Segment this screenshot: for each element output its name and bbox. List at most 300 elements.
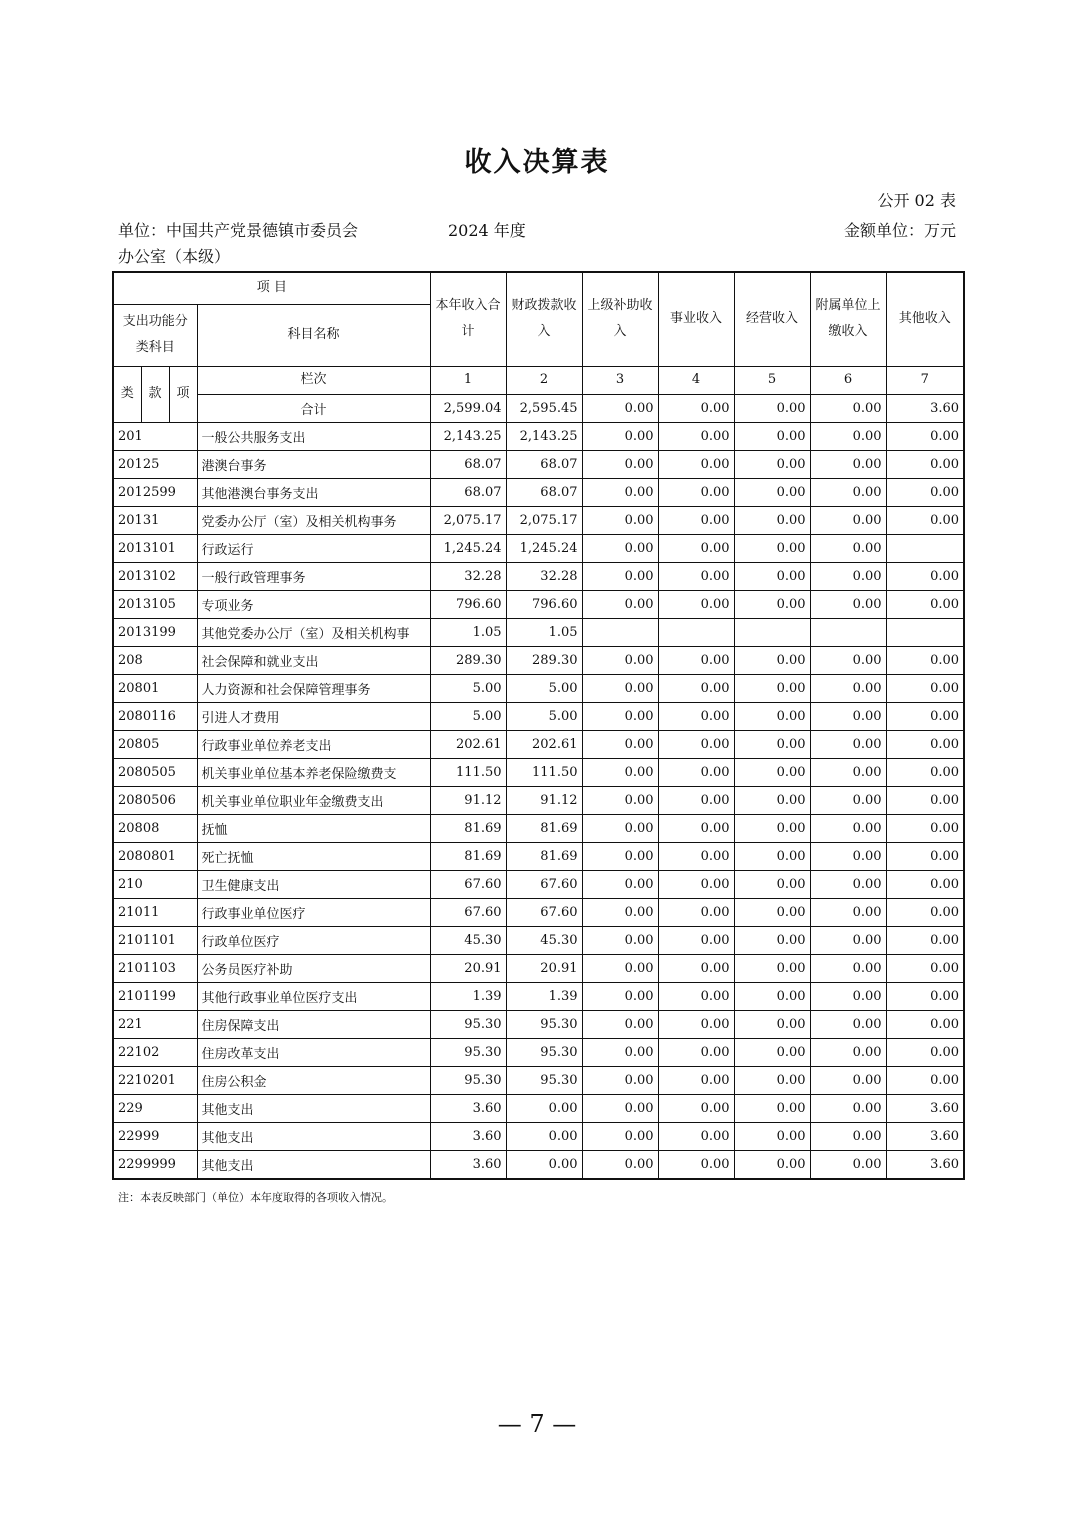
row-value: 0.00 [658, 758, 734, 786]
row-value: 0.00 [506, 1094, 582, 1122]
table-row [113, 450, 964, 478]
row-subject-name: 卫生健康支出 [197, 870, 430, 898]
row-value: 796.60 [506, 590, 582, 618]
row-value: 0.00 [886, 1010, 964, 1038]
row-value: 0.00 [810, 450, 886, 478]
row-value: 0.00 [734, 1094, 810, 1122]
row-code: 2080116 [113, 702, 197, 730]
row-value: 0.00 [810, 506, 886, 534]
row-value: 2,143.25 [506, 422, 582, 450]
row-code: 201 [113, 422, 197, 450]
row-code: 20801 [113, 674, 197, 702]
row-code: 2080505 [113, 758, 197, 786]
row-value: 0.00 [886, 926, 964, 954]
row-value: 0.00 [734, 786, 810, 814]
row-value: 0.00 [658, 534, 734, 562]
row-code: 21011 [113, 898, 197, 926]
row-subject-name: 专项业务 [197, 590, 430, 618]
row-code: 20808 [113, 814, 197, 842]
row-subject-name: 机关事业单位职业年金缴费支出 [197, 786, 430, 814]
row-value: 95.30 [430, 1066, 506, 1094]
row-value: 0.00 [658, 702, 734, 730]
row-value: 0.00 [734, 814, 810, 842]
row-value: 202.61 [430, 730, 506, 758]
row-value: 0.00 [582, 898, 658, 926]
row-value: 0.00 [658, 898, 734, 926]
row-value: 0.00 [810, 926, 886, 954]
row-value: 81.69 [506, 814, 582, 842]
row-value: 0.00 [734, 590, 810, 618]
header-col-other: 其他收入 [886, 272, 964, 366]
row-value: 1.05 [430, 618, 506, 646]
row-value: 0.00 [810, 982, 886, 1010]
row-value: 0.00 [886, 870, 964, 898]
document-title: 收入决算表 [464, 147, 610, 178]
row-value: 0.00 [582, 422, 658, 450]
row-value: 0.00 [582, 982, 658, 1010]
row-value: 0.00 [582, 1010, 658, 1038]
table-row [113, 786, 964, 814]
col-num: 7 [886, 366, 964, 394]
row-value: 0.00 [734, 1038, 810, 1066]
row-code: 22102 [113, 1038, 197, 1066]
row-subject-name: 社会保障和就业支出 [197, 646, 430, 674]
table-row [113, 814, 964, 842]
row-value: 0.00 [734, 1122, 810, 1150]
row-value: 2,075.17 [506, 506, 582, 534]
table-row [113, 618, 964, 646]
row-subject-name: 港澳台事务 [197, 450, 430, 478]
row-value: 0.00 [886, 842, 964, 870]
row-value: 0.00 [658, 590, 734, 618]
row-value: 0.00 [810, 646, 886, 674]
row-value: 45.30 [430, 926, 506, 954]
row-value [886, 534, 964, 562]
row-value: 0.00 [582, 1122, 658, 1150]
row-value: 0.00 [810, 702, 886, 730]
row-value: 0.00 [658, 1010, 734, 1038]
row-value: 0.00 [582, 730, 658, 758]
row-value: 0.00 [658, 842, 734, 870]
header-item: 项 目 [113, 272, 430, 304]
unit-label-line2: 办公室（本级） [118, 247, 231, 266]
col-num: 3 [582, 366, 658, 394]
total-cell: 0.00 [734, 394, 810, 422]
row-value: 3.60 [430, 1122, 506, 1150]
row-value: 0.00 [810, 758, 886, 786]
header-func-class: 支出功能分类科目 [113, 304, 197, 366]
row-code: 20125 [113, 450, 197, 478]
total-cell: 2,599.04 [430, 394, 506, 422]
header-col-business: 事业收入 [658, 272, 734, 366]
table-row [113, 478, 964, 506]
row-value: 0.00 [886, 674, 964, 702]
row-subject-name: 一般行政管理事务 [197, 562, 430, 590]
row-value: 0.00 [886, 898, 964, 926]
row-value: 0.00 [582, 758, 658, 786]
row-subject-name: 其他支出 [197, 1094, 430, 1122]
fiscal-year: 2024 年度 [448, 221, 526, 240]
row-value: 0.00 [658, 786, 734, 814]
row-value: 45.30 [506, 926, 582, 954]
header-subject-name: 科目名称 [197, 304, 430, 366]
row-value: 0.00 [810, 590, 886, 618]
row-value: 0.00 [506, 1122, 582, 1150]
row-value: 0.00 [658, 982, 734, 1010]
row-value: 0.00 [810, 1038, 886, 1066]
row-subject-name: 死亡抚恤 [197, 842, 430, 870]
row-value: 67.60 [430, 898, 506, 926]
header-kuan: 款 [141, 366, 169, 422]
row-value: 5.00 [430, 674, 506, 702]
row-value: 0.00 [734, 870, 810, 898]
table-row [113, 1066, 964, 1094]
row-value: 3.60 [886, 1122, 964, 1150]
header-lei: 类 [113, 366, 141, 422]
row-code: 20805 [113, 730, 197, 758]
row-subject-name: 住房改革支出 [197, 1038, 430, 1066]
table-row [113, 926, 964, 954]
row-code: 221 [113, 1010, 197, 1038]
row-value: 0.00 [886, 590, 964, 618]
row-code: 2013102 [113, 562, 197, 590]
row-value: 67.60 [506, 898, 582, 926]
row-value: 0.00 [658, 478, 734, 506]
row-value: 0.00 [658, 422, 734, 450]
row-subject-name: 其他支出 [197, 1150, 430, 1179]
row-value: 0.00 [582, 702, 658, 730]
row-code: 2210201 [113, 1066, 197, 1094]
income-table [112, 271, 965, 1180]
row-value: 0.00 [658, 870, 734, 898]
row-value: 0.00 [658, 814, 734, 842]
unit-label-line1: 单位：中国共产党景德镇市委员会 [118, 221, 359, 240]
row-value: 0.00 [886, 450, 964, 478]
row-code: 208 [113, 646, 197, 674]
table-row [113, 646, 964, 674]
row-value: 95.30 [430, 1010, 506, 1038]
row-value: 289.30 [506, 646, 582, 674]
row-value: 3.60 [886, 1150, 964, 1179]
table-row [113, 1150, 964, 1179]
row-subject-name: 其他支出 [197, 1122, 430, 1150]
row-value: 0.00 [734, 422, 810, 450]
header-col-fiscal: 财政拨款收入 [506, 272, 582, 366]
row-value: 0.00 [506, 1150, 582, 1179]
row-value: 0.00 [886, 562, 964, 590]
row-value: 0.00 [582, 674, 658, 702]
row-code: 2101103 [113, 954, 197, 982]
row-code: 210 [113, 870, 197, 898]
row-value: 0.00 [582, 1094, 658, 1122]
table-row [113, 506, 964, 534]
row-value: 0.00 [658, 730, 734, 758]
row-value: 0.00 [734, 1010, 810, 1038]
row-subject-name: 行政事业单位医疗 [197, 898, 430, 926]
row-value: 2,143.25 [430, 422, 506, 450]
row-value: 67.60 [430, 870, 506, 898]
row-code: 2012599 [113, 478, 197, 506]
row-value: 5.00 [506, 674, 582, 702]
total-cell: 3.60 [886, 394, 964, 422]
row-value: 0.00 [658, 1122, 734, 1150]
row-value: 91.12 [430, 786, 506, 814]
row-value: 0.00 [734, 954, 810, 982]
row-value: 0.00 [734, 450, 810, 478]
row-code: 2080801 [113, 842, 197, 870]
row-value: 81.69 [506, 842, 582, 870]
row-value: 20.91 [506, 954, 582, 982]
row-value: 68.07 [506, 450, 582, 478]
row-value: 0.00 [810, 870, 886, 898]
total-cell: 0.00 [810, 394, 886, 422]
table-row [113, 982, 964, 1010]
row-value: 0.00 [886, 646, 964, 674]
row-code: 229 [113, 1094, 197, 1122]
row-code: 22999 [113, 1122, 197, 1150]
row-value: 0.00 [582, 646, 658, 674]
row-value: 91.12 [506, 786, 582, 814]
row-value: 0.00 [886, 982, 964, 1010]
table-row [113, 562, 964, 590]
row-value: 0.00 [810, 730, 886, 758]
col-num: 1 [430, 366, 506, 394]
row-subject-name: 行政单位医疗 [197, 926, 430, 954]
table-row [113, 758, 964, 786]
row-value: 0.00 [886, 506, 964, 534]
header-col-operating: 经营收入 [734, 272, 810, 366]
row-value: 95.30 [506, 1010, 582, 1038]
row-value: 0.00 [886, 786, 964, 814]
row-subject-name: 一般公共服务支出 [197, 422, 430, 450]
row-value: 95.30 [506, 1066, 582, 1094]
row-value: 0.00 [582, 450, 658, 478]
row-value: 0.00 [810, 814, 886, 842]
row-value: 0.00 [582, 1066, 658, 1094]
row-value: 0.00 [734, 674, 810, 702]
table-row [113, 674, 964, 702]
row-value: 0.00 [582, 590, 658, 618]
row-value: 0.00 [734, 758, 810, 786]
row-value: 0.00 [734, 506, 810, 534]
row-value [734, 618, 810, 646]
total-row-label: 合计 [197, 394, 430, 422]
row-value: 0.00 [886, 1038, 964, 1066]
row-value: 0.00 [734, 646, 810, 674]
row-subject-name: 机关事业单位基本养老保险缴费支 [197, 758, 430, 786]
row-subject-name: 其他港澳台事务支出 [197, 478, 430, 506]
row-value: 0.00 [582, 1038, 658, 1066]
row-value: 0.00 [582, 562, 658, 590]
table-row [113, 1094, 964, 1122]
table-row [113, 730, 964, 758]
row-value: 0.00 [886, 422, 964, 450]
row-value: 3.60 [430, 1150, 506, 1179]
row-subject-name: 行政事业单位养老支出 [197, 730, 430, 758]
row-value: 0.00 [734, 702, 810, 730]
row-code: 2101101 [113, 926, 197, 954]
row-value [658, 618, 734, 646]
row-value: 0.00 [734, 1150, 810, 1179]
row-value: 1.05 [506, 618, 582, 646]
row-value: 0.00 [658, 1150, 734, 1179]
col-num: 4 [658, 366, 734, 394]
row-value: 0.00 [810, 422, 886, 450]
row-subject-name: 公务员医疗补助 [197, 954, 430, 982]
row-subject-name: 抚恤 [197, 814, 430, 842]
row-value: 20.91 [430, 954, 506, 982]
row-value: 0.00 [582, 954, 658, 982]
row-value: 0.00 [582, 534, 658, 562]
row-value: 0.00 [658, 926, 734, 954]
row-value: 796.60 [430, 590, 506, 618]
row-subject-name: 其他党委办公厅（室）及相关机构事 [197, 618, 430, 646]
row-value: 0.00 [734, 1066, 810, 1094]
row-value: 0.00 [582, 506, 658, 534]
row-value: 95.30 [506, 1038, 582, 1066]
row-value: 0.00 [810, 1150, 886, 1179]
header-xiang: 项 [169, 366, 197, 422]
row-code: 2013199 [113, 618, 197, 646]
header-col-upper: 上级补助收入 [582, 272, 658, 366]
table-row [113, 702, 964, 730]
row-value: 0.00 [886, 758, 964, 786]
row-value: 0.00 [734, 842, 810, 870]
row-value: 68.07 [506, 478, 582, 506]
table-row [113, 870, 964, 898]
row-value [886, 618, 964, 646]
total-cell: 0.00 [582, 394, 658, 422]
row-value: 111.50 [430, 758, 506, 786]
row-value: 2,075.17 [430, 506, 506, 534]
table-row [113, 590, 964, 618]
table-row [113, 1122, 964, 1150]
header-col-total: 本年收入合计 [430, 272, 506, 366]
row-value: 0.00 [582, 478, 658, 506]
table-row [113, 842, 964, 870]
row-value: 0.00 [658, 1094, 734, 1122]
row-subject-name: 住房保障支出 [197, 1010, 430, 1038]
row-value: 0.00 [886, 814, 964, 842]
row-subject-name: 引进人才费用 [197, 702, 430, 730]
row-value: 289.30 [430, 646, 506, 674]
header-lanci: 栏次 [197, 366, 430, 394]
table-row [113, 534, 964, 562]
row-value: 0.00 [582, 814, 658, 842]
row-value: 0.00 [810, 1010, 886, 1038]
row-value: 0.00 [658, 954, 734, 982]
row-value: 0.00 [810, 1066, 886, 1094]
table-row [113, 954, 964, 982]
row-value: 202.61 [506, 730, 582, 758]
row-value: 0.00 [582, 786, 658, 814]
row-value: 0.00 [810, 842, 886, 870]
row-value: 67.60 [506, 870, 582, 898]
row-value: 0.00 [734, 982, 810, 1010]
row-value: 3.60 [886, 1094, 964, 1122]
table-note: 注：本表反映部门（单位）本年度取得的各项收入情况。 [118, 1191, 393, 1204]
row-value: 32.28 [430, 562, 506, 590]
row-value: 0.00 [810, 562, 886, 590]
amount-unit: 金额单位：万元 [843, 221, 956, 240]
table-row [113, 898, 964, 926]
row-code: 2013105 [113, 590, 197, 618]
row-subject-name: 其他行政事业单位医疗支出 [197, 982, 430, 1010]
row-value: 0.00 [658, 1038, 734, 1066]
row-value: 1.39 [430, 982, 506, 1010]
row-code: 20131 [113, 506, 197, 534]
row-value: 0.00 [582, 1150, 658, 1179]
row-code: 2080506 [113, 786, 197, 814]
row-value: 0.00 [734, 562, 810, 590]
row-subject-name: 人力资源和社会保障管理事务 [197, 674, 430, 702]
row-value: 0.00 [734, 478, 810, 506]
row-value: 1.39 [506, 982, 582, 1010]
row-value: 0.00 [582, 870, 658, 898]
row-value: 0.00 [810, 1094, 886, 1122]
row-value: 0.00 [810, 478, 886, 506]
row-value: 0.00 [582, 842, 658, 870]
form-code: 公开 02 表 [877, 191, 956, 210]
row-value: 95.30 [430, 1038, 506, 1066]
row-value: 3.60 [430, 1094, 506, 1122]
row-value: 68.07 [430, 450, 506, 478]
page-number: — 7 — [497, 1410, 577, 1438]
row-subject-name: 行政运行 [197, 534, 430, 562]
row-value: 81.69 [430, 842, 506, 870]
row-subject-name: 党委办公厅（室）及相关机构事务 [197, 506, 430, 534]
row-subject-name: 住房公积金 [197, 1066, 430, 1094]
row-value: 0.00 [734, 534, 810, 562]
col-num: 2 [506, 366, 582, 394]
row-value: 0.00 [658, 506, 734, 534]
row-value: 81.69 [430, 814, 506, 842]
row-value [582, 618, 658, 646]
row-value: 0.00 [658, 674, 734, 702]
row-value: 0.00 [886, 702, 964, 730]
row-value: 1,245.24 [430, 534, 506, 562]
row-value: 0.00 [582, 926, 658, 954]
row-value: 0.00 [810, 534, 886, 562]
table-row [113, 422, 964, 450]
row-value: 5.00 [506, 702, 582, 730]
header-col-affiliated: 附属单位上缴收入 [810, 272, 886, 366]
row-value: 0.00 [658, 1066, 734, 1094]
row-value: 0.00 [658, 450, 734, 478]
row-value [810, 618, 886, 646]
row-code: 2299999 [113, 1150, 197, 1179]
row-value: 0.00 [810, 954, 886, 982]
row-value: 0.00 [810, 674, 886, 702]
row-value: 32.28 [506, 562, 582, 590]
col-num: 6 [810, 366, 886, 394]
row-value: 68.07 [430, 478, 506, 506]
row-value: 0.00 [734, 898, 810, 926]
row-value: 0.00 [886, 730, 964, 758]
col-num: 5 [734, 366, 810, 394]
unit-label [118, 218, 358, 270]
row-value: 111.50 [506, 758, 582, 786]
row-value: 0.00 [658, 562, 734, 590]
row-value: 0.00 [810, 898, 886, 926]
row-value: 0.00 [658, 646, 734, 674]
row-value: 0.00 [886, 954, 964, 982]
row-value: 0.00 [886, 1066, 964, 1094]
row-code: 2101199 [113, 982, 197, 1010]
total-cell: 0.00 [658, 394, 734, 422]
row-value: 1,245.24 [506, 534, 582, 562]
row-value: 0.00 [734, 730, 810, 758]
